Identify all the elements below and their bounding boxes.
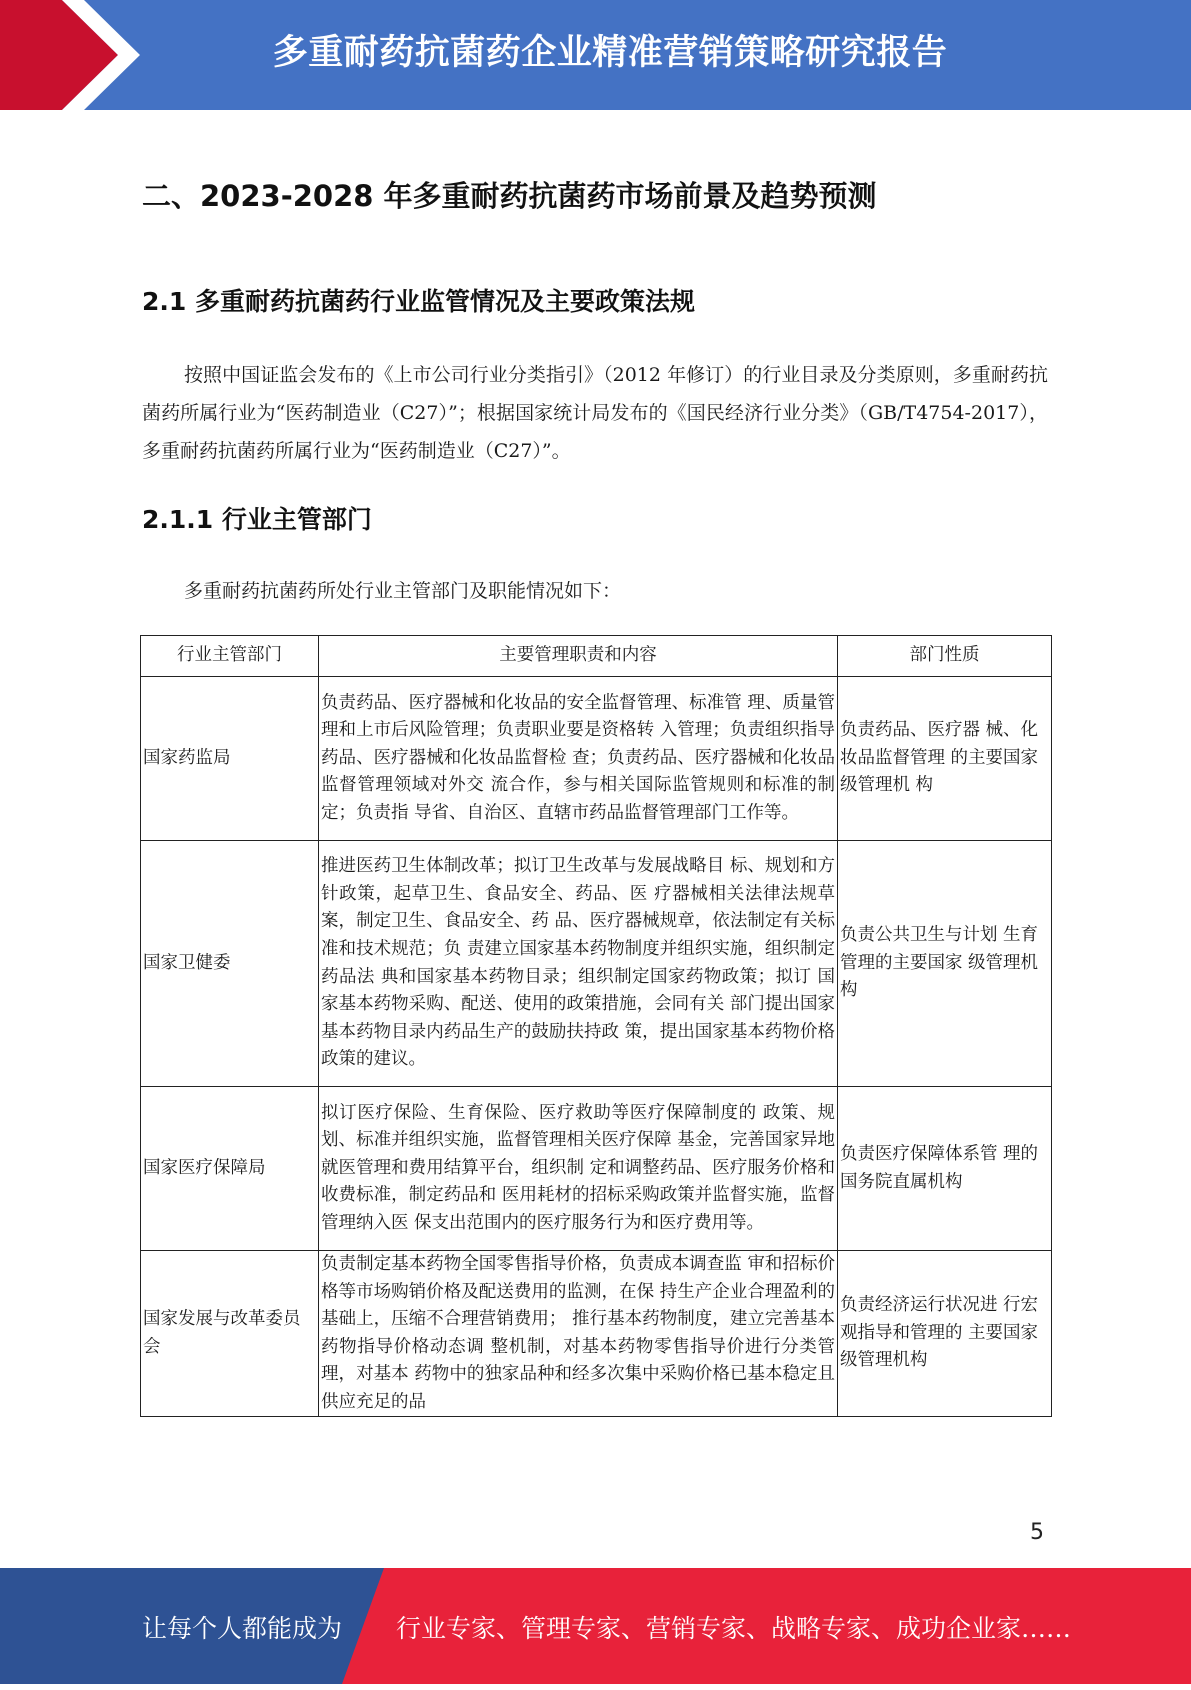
table-row xyxy=(141,841,1052,1087)
report-header xyxy=(0,0,1191,110)
table-row xyxy=(141,677,1052,841)
column-header-dept: 行业主管部门 xyxy=(141,636,319,677)
department-table xyxy=(140,635,1052,1417)
duty-cell: 推进医药卫生体制改革；拟订卫生改革与发展战略目 标、规划和方针政策，起草卫生、食品安全、药品、医 疗器械相关法律法规草案，制定卫生、食品安全、药 品、医疗器械规章，依法制定有关标准和技术规范；负 责建立国家基本药物制度并组织实施，组织制定药品法 典和国家基本药物目录；组织制定国家药物政策；拟订 国家基本药物采购、配送、使用的政策措施，会同有关 部门提出国家基本药物目录内药品生产的鼓励扶持政 策，提出国家基本药物价格政策的建议。 xyxy=(319,841,838,1087)
table-intro-text: 多重耐药抗菌药所处行业主管部门及职能情况如下： xyxy=(184,580,622,602)
nature-cell: 负责经济运行状况进 行宏观指导和管理的 主要国家级管理机构 xyxy=(838,1251,1052,1417)
dept-cell: 国家医疗保障局 xyxy=(141,1087,319,1251)
footer-slogan-left: 让每个人都能成为 xyxy=(142,1614,343,1643)
footer-banner xyxy=(0,1568,1191,1684)
duty-cell xyxy=(319,1251,838,1417)
column-header-duty: 主要管理职责和内容 xyxy=(319,636,838,677)
report-title: 多重耐药抗菌药企业精准营销策略研究报告 xyxy=(272,33,948,73)
dept-cell: 国家药监局 xyxy=(141,677,319,841)
dept-cell: 国家卫健委 xyxy=(141,841,319,1087)
nature-cell: 负责药品、医疗器 械、化妆品监督管理 的主要国家级管理机 构 xyxy=(838,677,1052,841)
table-row xyxy=(141,1251,1052,1417)
duty-cell-text: 负责制定基本药物全国零售指导价格，负责成本调查监 审和招标价格等市场购销价格及配送费用的监测，在保 持生产企业合理盈利的基础上，压缩不合理营销费用； 推行基本药物制度，建立完善基本药物指导价格动态调 整机制，对基本药物零售指导价进行分类管理，对基本 药物中的独家品种和经多次集中采购价格已基本稳定且 供应充足的品 xyxy=(321,1254,835,1412)
duty-cell: 负责药品、医疗器械和化妆品的安全监督管理、标准管 理、质量管理和上市后风险管理；负责职业要是资格转 入管理；负责组织指导药品、医疗器械和化妆品监督检 查；负责药品、医疗器械和化妆品监督管理领域对外交 流合作，参与相关国际监管规则和标准的制定；负责指 导省、自治区、直辖市药品监督管理部门工作等。 xyxy=(319,677,838,841)
section-heading: 二、2023-2028 年多重耐药抗菌药市场前景及趋势预测 xyxy=(142,179,877,213)
subsubsection-heading: 2.1.1 行业主管部门 xyxy=(142,505,372,534)
column-header-nature: 部门性质 xyxy=(838,636,1052,677)
body-paragraph: 按照中国证监会发布的《上市公司行业分类指引》（2012 年修订）的行业目录及分类原则，多重耐药抗菌药所属行业为“医药制造业（C27）”；根据国家统计局发布的《国民经济行业分类》（GB/T4754-2017），多重耐药抗菌药所属行业为“医药制造业（C27）”。 xyxy=(142,364,1048,462)
page-number: 5 xyxy=(1030,1520,1044,1545)
footer-slogan-right: 行业专家、管理专家、营销专家、战略专家、成功企业家…… xyxy=(396,1614,1072,1643)
nature-cell: 负责医疗保障体系管 理的国务院直属机构 xyxy=(838,1087,1052,1251)
dept-cell: 国家发展与改革委员会 xyxy=(141,1251,319,1417)
table-header-row xyxy=(141,636,1052,677)
nature-cell: 负责公共卫生与计划 生育管理的主要国家 级管理机构 xyxy=(838,841,1052,1087)
subsection-heading: 2.1 多重耐药抗菌药行业监管情况及主要政策法规 xyxy=(142,287,695,316)
table-row xyxy=(141,1087,1052,1251)
duty-cell: 拟订医疗保险、生育保险、医疗救助等医疗保障制度的 政策、规划、标准并组织实施，监督管理相关医疗保障 基金，完善国家异地就医管理和费用结算平台，组织制 定和调整药品、医疗服务价格和收费标准，制定药品和 医用耗材的招标采购政策并监督实施，监督管理纳入医 保支出范围内的医疗服务行为和医疗费用等。 xyxy=(319,1087,838,1251)
